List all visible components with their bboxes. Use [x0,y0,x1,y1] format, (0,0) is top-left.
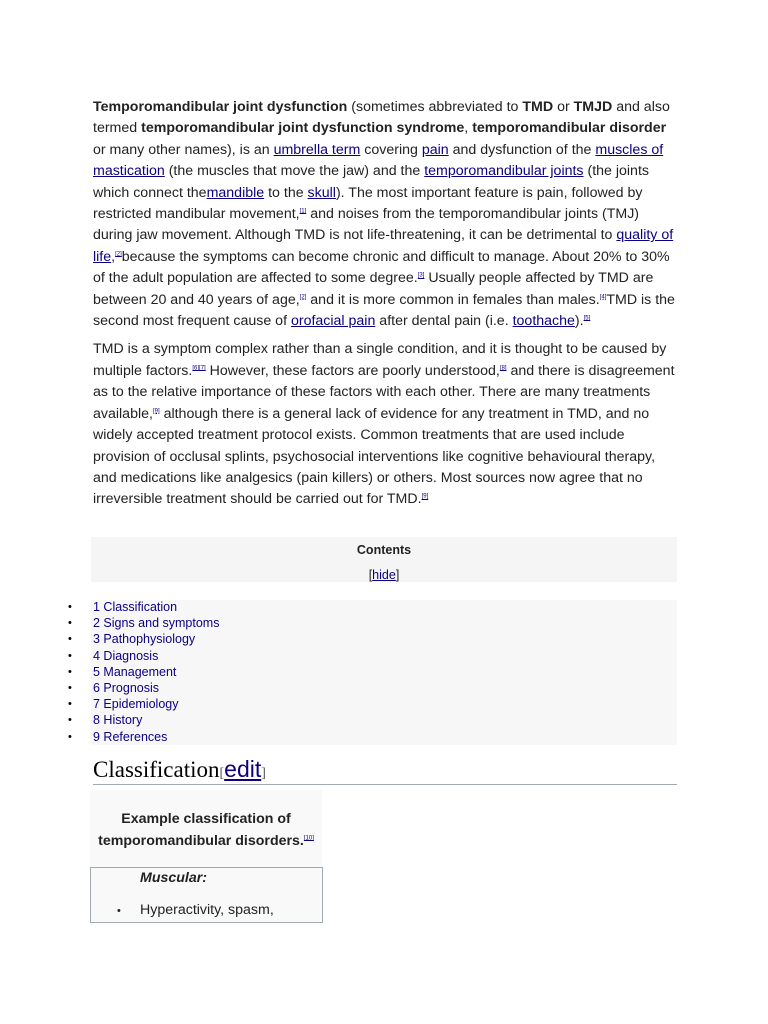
text: Usually people affected by TMD are between 20 and 40 years of age, [93,270,654,308]
toc-title: Contents [356,543,412,557]
reference-link-3[interactable]: [3] [417,272,425,279]
bullet-icon: • [68,714,72,727]
toc-link-references[interactable]: 9 References [93,729,168,744]
reference-link-2b[interactable]: [2] [299,293,307,300]
reference-link-1[interactable]: [1] [299,208,307,215]
bold-term: TMJD [573,99,613,115]
bracket: [ [219,766,225,781]
section-edit-link[interactable]: edit [224,756,262,782]
text: and dysfunction of the [448,141,596,158]
bold-term: temporomandibular joint dysfunction syndrome [141,120,465,137]
text: covering [360,141,422,158]
text: However, these factors are poorly understood, [205,362,500,379]
toc-link-history[interactable]: 8 History [93,713,143,728]
reference-link [422,494,429,500]
bullet-icon: • [68,730,72,743]
text: (sometimes abbreviated to [347,99,523,115]
text: ). [574,313,584,330]
link-mandible[interactable]: mandible [206,184,265,201]
reference-link [153,408,160,414]
infobox-caption [90,790,322,867]
text: , [464,120,473,137]
section-heading-text: Classification [93,757,220,782]
reference-link-5[interactable]: [5] [583,315,591,322]
text: because the symptoms can become chronic and difficult to manage. About 20% to 30% of the adult population are affected to some degree. [93,248,670,287]
link-quality-of-life[interactable]: quality of life [93,227,674,265]
text: , [111,248,116,265]
link-temporomandibular-joints[interactable]: temporomandibular joints [424,163,584,180]
text: after dental pain (i.e. [375,313,513,330]
reference-link-4[interactable]: [4] [599,293,607,300]
reference-link-9b[interactable]: [9] [421,493,429,500]
text: and also termed [93,99,670,137]
bold-term: Temporomandibular joint dysfunction [93,99,348,115]
text: TMD is the second most frequent cause of [93,291,675,330]
bullet-icon: • [68,698,72,711]
reference-link-2[interactable]: [2] [115,251,122,258]
text: (the joints which connect the [93,163,649,201]
link-toothache[interactable]: toothache [512,313,575,330]
toc-link-diagnosis[interactable]: 4 Diagnosis [93,648,159,663]
text: and there is disagreement as to the relative importance of these factors with each other. There are many treatments available, [93,362,675,422]
toc-link-signs-and-symptoms[interactable]: 2 Signs and symptoms [93,616,220,631]
reference-link [584,315,591,321]
bullet-icon: • [68,681,72,694]
toc-link-management[interactable]: 5 Management [93,664,177,679]
text: (the muscles that move the jaw) and the [164,163,425,180]
section-heading-classification [93,756,677,785]
bullet-icon: • [68,665,72,678]
reference-link [304,835,314,841]
bullet-icon: • [68,633,72,646]
link-skull[interactable]: skull [307,184,336,201]
infobox-content [90,867,323,923]
text: TMD is a symptom complex rather than a single condition, and it is thought to be caused by multiple factors. [93,341,667,379]
reference-link-8[interactable]: [8] [499,365,507,372]
bullet-icon: • [68,601,72,613]
toc-link-classification[interactable]: 1 Classification [93,600,178,614]
text: although there is a general lack of evidence for any treatment in TMD, and no widely accepted treatment protocol exists. Common treatments that are used include provision of occlusal splints, psychosocial interventions like cognitive behavioural therapy, and medications like analgesics (pain killers) or others. Most sources now agree that no irreversible treatment should be carried out for TMD. [93,405,656,508]
link-muscles-of-mastication[interactable]: muscles of mastication [93,141,664,180]
bullet-icon: • [117,905,121,917]
toc-hide-link[interactable]: hide [372,568,396,582]
bold-term: TMD [522,99,554,115]
classification-infobox [90,790,322,922]
bullet-icon: • [68,617,72,630]
reference-link-6-7[interactable]: [6][7] [192,365,206,372]
reference-link [115,251,122,257]
bracket: ] [395,568,400,582]
toc-link-prognosis[interactable]: 6 Prognosis [93,680,160,695]
reference-link [192,365,205,371]
bold-term: temporomandibular disorder [472,120,667,137]
caption-text: Example classification of temporomandibular disorders. [98,811,304,849]
toc-link-pathophysiology[interactable]: 3 Pathophysiology [93,632,196,647]
infobox-list-item: Hyperactivity, spasm, [140,902,274,918]
reference-link-9[interactable]: [9] [152,407,160,414]
text: and noises from the temporomandibular joints (TMJ) during jaw movement. Although TMD is not life-threatening, it can be detrimental to [93,206,640,244]
article-body [93,97,678,518]
text: to the [264,184,308,201]
text: and it is more common in females than males. [306,291,600,308]
link-umbrella-term[interactable]: umbrella term [273,141,361,158]
reference-link [500,365,507,371]
text: or [553,99,574,115]
bullet-icon: • [68,649,72,662]
infobox-category: Muscular: [140,870,208,886]
text: ). The most important feature is pain, followed by restricted mandibular movement, [93,184,643,223]
bracket: [ [368,568,373,582]
second-paragraph [93,339,678,510]
toc-link-epidemiology[interactable]: 7 Epidemiology [93,697,179,712]
bracket: ] [261,766,266,781]
text: or many other names), is an [93,141,274,158]
reference-link-10[interactable]: [10] [303,835,314,842]
link-orofacial-pain[interactable]: orofacial pain [290,313,376,330]
link-pain[interactable]: pain [421,141,449,158]
intro-paragraph [93,97,678,332]
toc-header [91,537,677,582]
toc-hide-control [91,568,677,582]
infobox-caption-text [90,808,322,852]
